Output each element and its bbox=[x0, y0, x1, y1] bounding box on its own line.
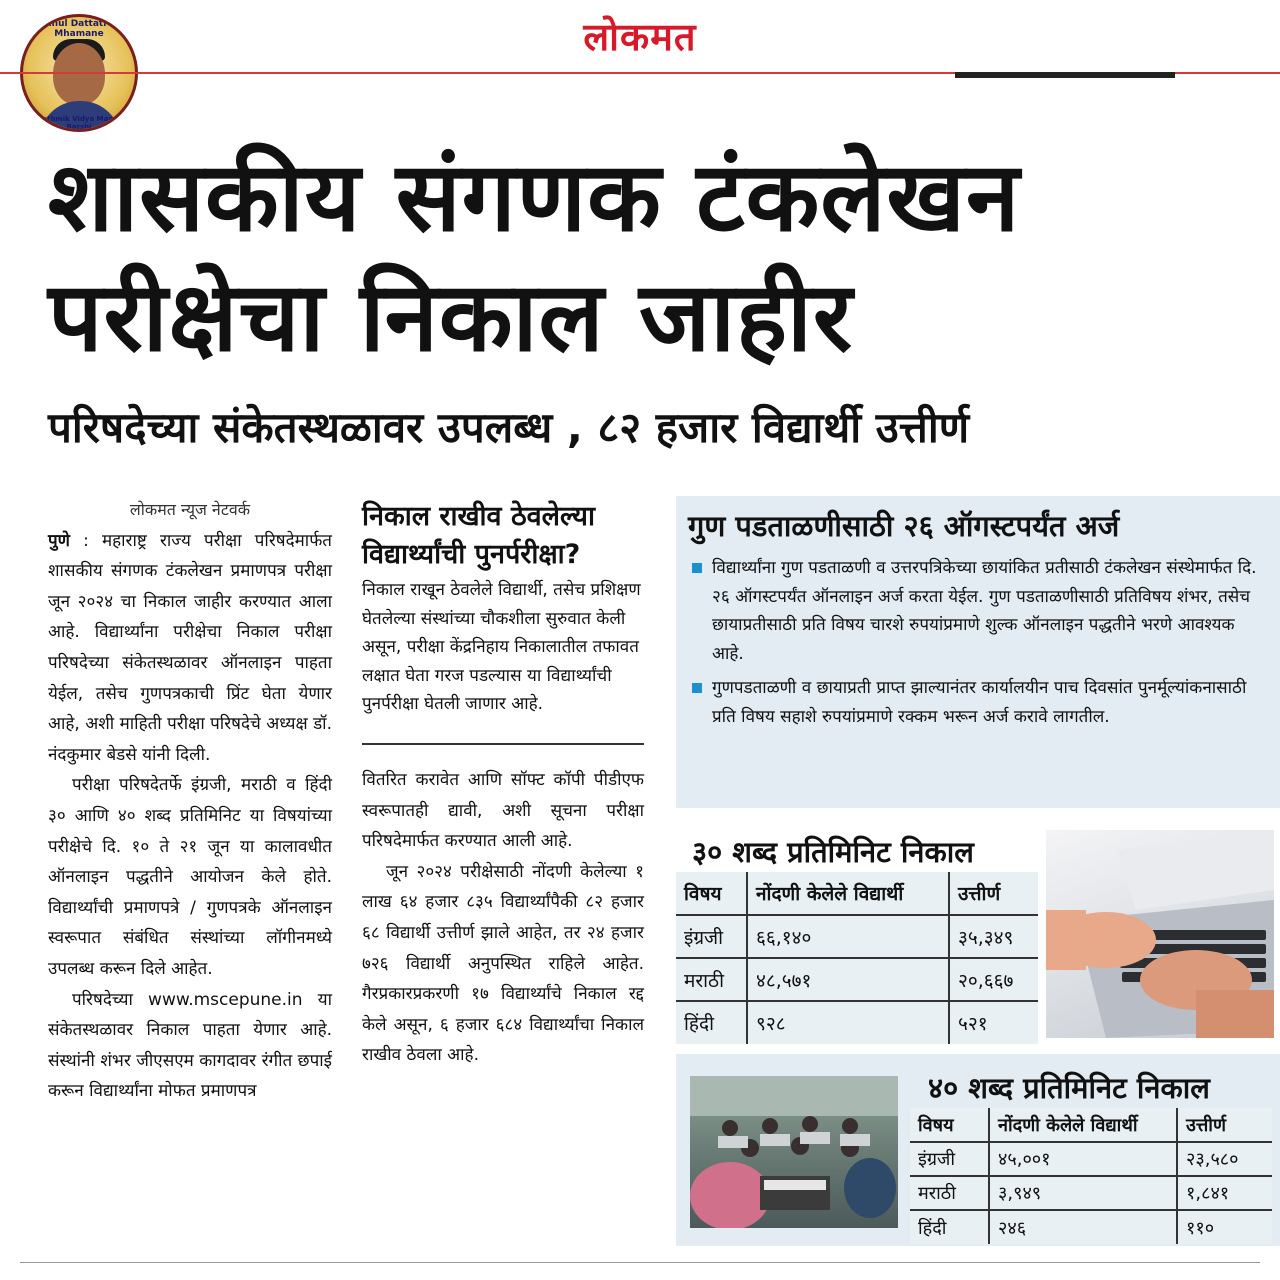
classroom-exam-photo bbox=[690, 1076, 898, 1228]
article-column-2 bbox=[362, 498, 644, 1071]
dateline: पुणे bbox=[48, 530, 70, 551]
table-cell: ३५,३४९ bbox=[949, 915, 1038, 958]
results-table-30wpm bbox=[676, 832, 1038, 1044]
table-header-row bbox=[910, 1108, 1272, 1142]
table-cell: हिंदी bbox=[676, 1001, 747, 1044]
table-40 bbox=[910, 1108, 1272, 1244]
table-40-title: ४० शब्द प्रतिमिनिट निकाल bbox=[928, 1071, 1210, 1105]
headline-line-2: परीक्षेचा निकाल जाहीर bbox=[48, 261, 854, 373]
table-cell: हिंदी bbox=[910, 1210, 989, 1244]
results-table-40wpm bbox=[910, 1068, 1272, 1244]
table-30-title: ३० शब्द प्रतिमिनिट निकाल bbox=[676, 832, 1038, 872]
bottom-rule bbox=[20, 1262, 1260, 1263]
table-row bbox=[676, 958, 1038, 1001]
table-row bbox=[910, 1210, 1272, 1244]
table-cell: मराठी bbox=[676, 958, 747, 1001]
table-cell: मराठी bbox=[910, 1176, 989, 1210]
table-cell: ५२१ bbox=[949, 1001, 1038, 1044]
paragraph-2: परीक्षा परिषदेतर्फे इंग्रजी, मराठी व हिंदी ३० आणि ४० शब्द प्रतिमिनिट या विषयांच्या परीक्षेचे दि. १० ते २१ जून या कालावधीत ऑनलाइन पद्धतीने आयोजन केले होते. विद्यार्थ्यांची प्रमाणपत्रे / गुणपत्रके ऑनलाइन स्वरूपात संबंधित संस्थांच्या लॉगीनमध्ये उपलब्ध करून दिले आहेत. bbox=[48, 775, 332, 979]
verification-info-panel bbox=[676, 496, 1280, 808]
paragraph-1-text: : महाराष्ट्र राज्य परीक्षा परिषदेमार्फत शासकीय संगणक टंकलेखन प्रमाणपत्र परीक्षा जून २०२४ चा निकाल जाहीर करण्यात आला आहे. विद्यार्थ्यांना परीक्षेचा निकाल परीक्षा परिषदेच्या संकेतस्थळावर ऑनलाइन पाहता येईल, तसेच गुणपत्रकाची प्रिंट घेता येणार आहे, अशी माहिती परीक्षा परिषदेचे अध्यक्ष डॉ. नंदकुमार बेडसे यांनी दिली. bbox=[48, 530, 332, 765]
headline-line-1: शासकीय संगणक टंकलेखन bbox=[48, 141, 1021, 253]
table-header-cell: उत्तीर्ण bbox=[1177, 1108, 1272, 1142]
newspaper-masthead: लोकमत bbox=[583, 15, 697, 59]
paragraph-3: परिषदेच्या www.mscepune.in या संकेतस्थळावर निकाल पाहता येणार आहे. संस्थांनी शंभर जीएसएम कागदावर रंगीत छपाई करून विद्यार्थ्यांना मोफत प्रमाणपत्र bbox=[48, 989, 332, 1102]
table-header-cell: नोंदणी केलेले विद्यार्थी bbox=[989, 1108, 1177, 1142]
table-cell: ६६,१४० bbox=[747, 915, 949, 958]
table-row bbox=[910, 1176, 1272, 1210]
table-cell: ४५,००१ bbox=[989, 1142, 1177, 1176]
panel-title: गुण पडताळणीसाठी २६ ऑगस्टपर्यंत अर्ज bbox=[688, 509, 1120, 543]
badge-name-text: Rahul Dattatray Mhamane bbox=[38, 19, 120, 39]
bullet-square-icon bbox=[692, 563, 702, 573]
table-cell: ११० bbox=[1177, 1210, 1272, 1244]
byline: लोकमत न्यूज नेटवर्क bbox=[129, 500, 251, 519]
table-header-row bbox=[676, 872, 1038, 915]
laptop-illustration bbox=[1046, 830, 1274, 1038]
panel-bullet-1-text: विद्यार्थ्यांना गुण पडताळणी व उत्तरपत्रिकेच्या छायांकित प्रतीसाठी टंकलेखन संस्थेमार्फत दि. २६ ऑगस्टपर्यंत ऑनलाइन अर्ज करता येईल. गुण पडताळणीसाठी प्रतिविषय शंभर, तसेच छायाप्रतीसाठी प्रति विषय चारशे रुपयांप्रमाणे शुल्क ऑनलाइन पद्धतीने भरणे आवश्यक आहे. bbox=[712, 558, 1257, 664]
table-40-wrap bbox=[910, 1108, 1272, 1244]
table-30 bbox=[676, 872, 1038, 1044]
classroom-illustration bbox=[690, 1076, 898, 1228]
table-row bbox=[910, 1142, 1272, 1176]
sidebar-box-title: निकाल राखीव ठेवलेल्या विद्यार्थ्यांची पुनर्परीक्षा? bbox=[362, 501, 595, 570]
table-cell: ९२८ bbox=[747, 1001, 949, 1044]
table-header-cell: विषय bbox=[918, 1114, 954, 1136]
table-cell: १,८४१ bbox=[1177, 1176, 1272, 1210]
article-column-1 bbox=[48, 495, 332, 1107]
typing-laptop-photo bbox=[1046, 830, 1274, 1038]
masthead-accent-rule bbox=[955, 72, 1175, 78]
bullet-square-icon bbox=[692, 683, 702, 693]
paragraph-1 bbox=[48, 526, 332, 771]
continuation-paragraph-1: वितरित करावेत आणि सॉफ्ट कॉपी पीडीएफ स्वरूपातही द्यावी, अशी सूचना परीक्षा परिषदेमार्फत करण्यात आली आहे. bbox=[362, 769, 644, 852]
badge-school-text: Prathmik Vidya Mandir Barshi bbox=[33, 115, 125, 131]
table-cell: २४६ bbox=[989, 1210, 1177, 1244]
subheadline: परिषदेच्या संकेतस्थळावर उपलब्ध , ८२ हजार विद्यार्थी उत्तीर्ण bbox=[48, 403, 970, 452]
table-header-cell: नोंदणी केलेले विद्यार्थी bbox=[747, 872, 949, 915]
sidebar-box-text: निकाल राखून ठेवलेले विद्यार्थी, तसेच प्रशिक्षण घेतलेल्या संस्थांच्या चौकशीला सुरुवात केली असून, परीक्षा केंद्रनिहाय निकालातील तफावत लक्षात घेता गरज पडल्यास या विद्यार्थ्यांची पुनर्परीक्षा घेतली जाणार आहे. bbox=[362, 580, 641, 715]
table-header-cell: उत्तीर्ण bbox=[949, 872, 1038, 915]
panel-bullet-2 bbox=[688, 674, 1262, 731]
panel-bullet-1 bbox=[688, 554, 1262, 668]
table-header-cell: विषय bbox=[684, 883, 722, 905]
continuation-paragraph-2: जून २०२४ परीक्षेसाठी नोंदणी केलेल्या १ लाख ६४ हजार ८३५ विद्यार्थ्यांपैकी ८२ हजार ६८ विद्यार्थी उत्तीर्ण झाले आहेत, तर २४ हजार ७२६ विद्यार्थी अनुपस्थित राहिले आहेत. गैरप्रकारप्रकरणी १७ विद्यार्थ्यांचे निकाल रद्द केले असून, ६ हजार ६८४ विद्यार्थ्यांचा निकाल राखीव ठेवला आहे. bbox=[362, 861, 644, 1066]
table-cell: ३,९४९ bbox=[989, 1176, 1177, 1210]
article-continuation bbox=[362, 765, 644, 1071]
table-cell: २०,६६७ bbox=[949, 958, 1038, 1001]
table-cell: २३,५८० bbox=[1177, 1142, 1272, 1176]
table-cell: इंग्रजी bbox=[910, 1142, 989, 1176]
panel-bullet-2-text: गुणपडताळणी व छायाप्रती प्राप्त झाल्यानंतर कार्यालयीन पाच दिवसांत पुनर्मूल्यांकनासाठी प्रति विषय सहाशे रुपयांप्रमाणे रक्कम भरून अर्ज करावे लागतील. bbox=[712, 678, 1247, 727]
table-row bbox=[676, 915, 1038, 958]
table-cell: इंग्रजी bbox=[676, 915, 747, 958]
column-divider bbox=[362, 743, 644, 745]
table-cell: ४८,५७१ bbox=[747, 958, 949, 1001]
table-row bbox=[676, 1001, 1038, 1044]
